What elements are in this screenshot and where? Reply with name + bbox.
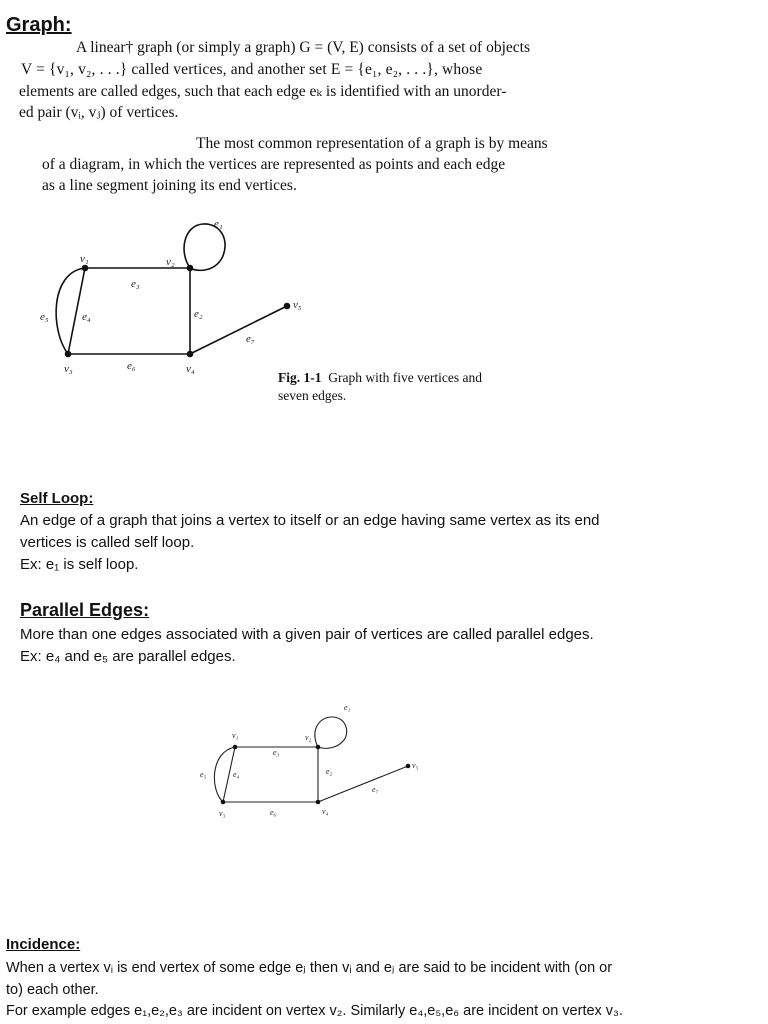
label-e7: e₇	[246, 333, 255, 345]
vertex-v3	[65, 351, 72, 358]
label-v1: v₁	[80, 253, 89, 265]
label-v3: v₃	[64, 363, 73, 375]
label-v1-small: v₁	[232, 731, 239, 740]
self-loop-example: Ex: e₁ is self loop.	[20, 556, 139, 573]
parallel-edges-example: Ex: e₄ and e₅ are parallel edges.	[20, 648, 236, 665]
definition-line-2: V = {v₁, v₂, . . .} called vertices, and another set E = {e₁, e₂, . . .}, whose	[21, 61, 483, 78]
representation-line-3: as a line segment joining its end vertices.	[42, 177, 297, 194]
label-e5: e₅	[40, 311, 49, 323]
label-e4: e₄	[82, 311, 91, 323]
edge-e7	[190, 306, 287, 354]
figure-caption-line-1: Graph with five vertices and	[328, 370, 482, 385]
label-v5: v₅	[293, 299, 302, 311]
vertex-v2	[187, 265, 194, 272]
label-e3-small: e₃	[273, 748, 280, 757]
parallel-edges-line-1: More than one edges associated with a given pair of vertices are called parallel edges.	[20, 626, 594, 643]
vertex-v5-small	[406, 764, 411, 769]
label-e6-small: e₆	[270, 808, 277, 817]
definition-line-3: elements are called edges, such that each edge eₖ is identified with an unorder-	[19, 83, 507, 100]
graph-figure	[0, 0, 768, 480]
page-heading: Graph:	[6, 14, 72, 36]
vertex-v2-small	[316, 745, 321, 750]
label-e7-small: e₇	[372, 785, 379, 794]
label-v2-small: v₂	[305, 733, 312, 742]
label-e6: e₆	[127, 360, 136, 372]
representation-line-1: The most common representation of a graph is by means	[196, 135, 548, 152]
vertex-v3-small	[221, 800, 226, 805]
label-v3-small: v₃	[219, 809, 226, 818]
label-e2-small: e₂	[326, 767, 333, 776]
label-e1-small: e₁	[344, 703, 351, 712]
label-v4-small: v₄	[322, 807, 329, 816]
label-e5-small: e₅	[200, 770, 207, 779]
self-loop-line-1: An edge of a graph that joins a vertex to itself or an edge having same vertex as its end	[20, 512, 600, 529]
graph-figure-small	[0, 680, 768, 840]
definition-line-1: A linear† graph (or simply a graph) G = (V, E) consists of a set of objects	[76, 39, 530, 56]
incidence-line-1: When a vertex vᵢ is end vertex of some edge eⱼ then vᵢ and eⱼ are said to be incident with (on or	[6, 960, 613, 976]
edge-e1-loop	[184, 224, 225, 270]
label-v2: v₂	[166, 256, 175, 268]
label-v4: v₄	[186, 363, 195, 375]
definition-line-4: ed pair (vᵢ, vⱼ) of vertices.	[19, 104, 179, 121]
incidence-line-3: For example edges e₁,e₂,e₃ are incident on vertex v₂. Similarly e₄,e₅,e₆ are incident on vertex v₃.	[6, 1003, 623, 1019]
vertex-v4-small	[316, 800, 321, 805]
incidence-line-2: to) each other.	[6, 982, 99, 998]
label-e2: e₂	[194, 308, 203, 320]
representation-line-2: of a diagram, in which the vertices are represented as points and each edge	[42, 156, 506, 173]
figure-caption-line-2: seven edges.	[278, 388, 347, 403]
vertex-v1	[82, 265, 89, 272]
vertex-v5	[284, 303, 291, 310]
label-e4-small: e₄	[233, 770, 240, 779]
label-e3: e₃	[131, 278, 140, 290]
figure-number: Fig. 1-1	[278, 370, 322, 385]
label-v5-small: v₅	[412, 761, 419, 770]
vertex-v4	[187, 351, 194, 358]
self-loop-line-2: vertices is called self loop.	[20, 534, 195, 551]
incidence-title: Incidence:	[6, 936, 81, 953]
parallel-edges-title: Parallel Edges:	[20, 600, 150, 620]
self-loop-title: Self Loop:	[20, 490, 94, 507]
figure-caption	[278, 369, 482, 405]
edge-e1-loop-small	[315, 717, 347, 748]
label-e1: e₁	[214, 218, 223, 230]
vertex-v1-small	[233, 745, 238, 750]
